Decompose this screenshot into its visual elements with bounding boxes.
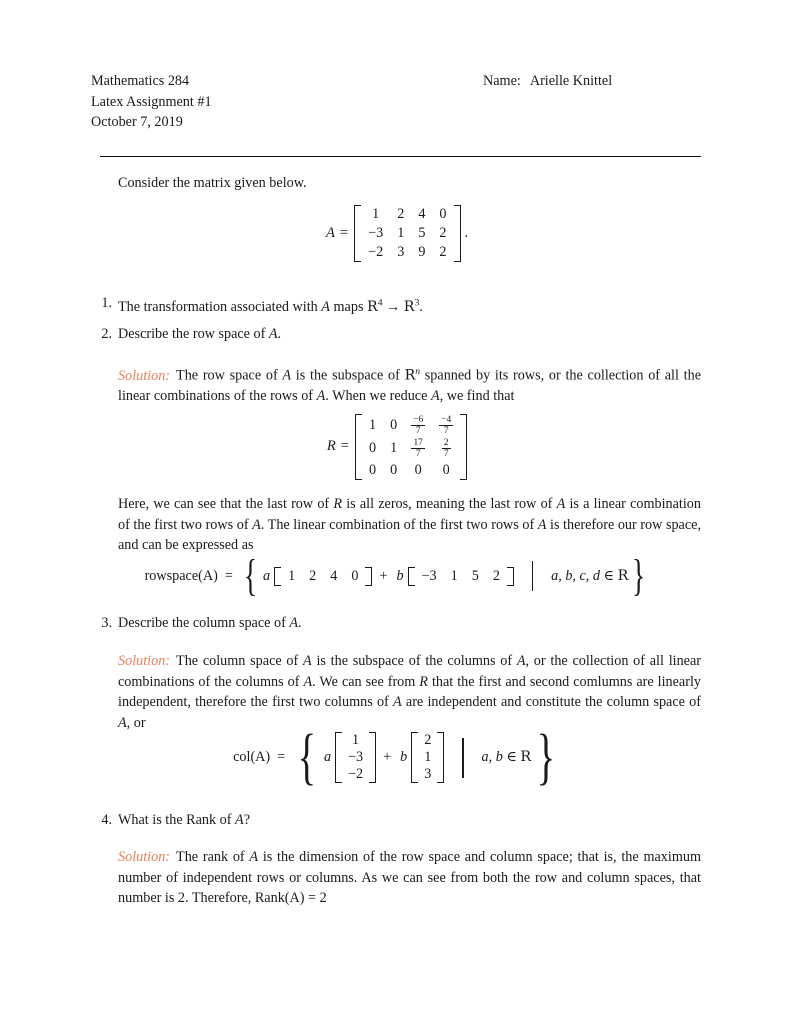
- item-4-solution: [118, 847, 701, 909]
- fraction-denominator: 7: [411, 425, 425, 436]
- matrix-row: [361, 243, 453, 262]
- s3-text-g: , or: [126, 714, 146, 731]
- s2-var2: A: [316, 388, 326, 405]
- matrix-cell: 0: [390, 417, 398, 434]
- coefficient-b: b: [400, 749, 408, 765]
- colspace-condition: [482, 749, 532, 766]
- colspace-equals: =: [277, 749, 286, 765]
- matrix-cell-fraction: [404, 414, 432, 437]
- col-vector-a: [342, 732, 369, 783]
- matrix-a-equals: =: [339, 225, 349, 241]
- s2b-var1: R: [333, 496, 343, 512]
- list-item-3: [101, 613, 701, 634]
- matrix-r-label: R: [326, 438, 336, 455]
- rowspace-equation: [0, 551, 794, 600]
- q4-text-a: What is the Rank of: [118, 812, 236, 828]
- matrix-a-equation: [0, 205, 794, 262]
- matrix-cell: 5: [418, 225, 426, 241]
- q1-domain: R: [367, 298, 378, 315]
- plus-operator: +: [379, 567, 388, 584]
- header-course: Mathematics 284: [91, 73, 190, 89]
- row-vector-b: [415, 567, 507, 586]
- vector-cell: 2: [492, 567, 500, 584]
- matrix-cell: −3: [368, 225, 384, 241]
- matrix-cell: 3: [397, 244, 405, 260]
- vector-cell: 1: [424, 749, 432, 765]
- matrix-r-equation: [0, 414, 794, 480]
- bracket-left: [354, 205, 361, 262]
- s2b-var3: A: [252, 516, 261, 533]
- s3-text-a: The column space of: [176, 653, 304, 669]
- coefficient-b: b: [396, 567, 404, 584]
- item-1-number: 1.: [101, 295, 112, 311]
- vector-cell: −2: [348, 766, 364, 782]
- fraction-denominator: 7: [443, 448, 449, 459]
- vector-cell: 1: [288, 567, 296, 584]
- col-vector-b: [418, 732, 437, 783]
- s3-text-e: that the first and second comlumns are linearly independent, therefore the first two columns of: [118, 673, 701, 710]
- s2-var1: A: [282, 367, 292, 384]
- s3-text-f: are independent and constitute the column space of: [401, 694, 701, 710]
- matrix-r-row: [327, 414, 467, 480]
- colspace-lhs: col(A): [233, 749, 271, 765]
- bracket-left: [408, 567, 415, 586]
- vector-row: [281, 567, 365, 586]
- matrix-a-row: [326, 205, 468, 262]
- s2-text-e: , we find that: [439, 388, 515, 405]
- fraction-denominator: 7: [411, 448, 424, 459]
- s2-text-a: The row space of: [176, 367, 283, 384]
- matrix-cell: 0: [369, 461, 377, 478]
- matrix-r-bracket: [355, 414, 467, 480]
- item-2-number: 2.: [101, 326, 112, 342]
- s3-text-b: is the subspace of the columns of: [311, 653, 517, 669]
- vector-cell: 1: [352, 732, 360, 748]
- open-brace: {: [243, 551, 257, 600]
- row-vector-a-bracket: [274, 567, 372, 586]
- condition-set: R: [617, 567, 629, 584]
- s2-text-d: . When we reduce: [325, 388, 431, 405]
- list-item-2: [101, 324, 701, 345]
- matrix-r-table: [362, 414, 460, 480]
- s3-var4: R: [419, 673, 428, 690]
- col-vector-b-bracket: [411, 732, 444, 783]
- q4-var: A: [235, 812, 244, 828]
- matrix-cell: 9: [418, 244, 426, 260]
- bracket-right: [365, 567, 372, 586]
- fraction-numerator: 2: [443, 437, 449, 448]
- matrix-row: [362, 414, 460, 437]
- matrix-cell: 0: [369, 440, 377, 457]
- bracket-right: [460, 414, 467, 480]
- header-date: October 7, 2019: [91, 114, 183, 130]
- s2-text-b: is the subspace of: [291, 367, 405, 384]
- s3-var6: A: [118, 714, 127, 731]
- condition-vars: a, b, c, d: [551, 567, 600, 584]
- coefficient-a: a: [323, 749, 332, 765]
- matrix-cell: 2: [397, 206, 405, 222]
- matrix-cell: 1: [397, 225, 405, 241]
- name-label: Name:: [483, 73, 521, 89]
- vector-cell: 2: [424, 732, 432, 748]
- q1-text-a: The transformation associated with: [118, 298, 322, 315]
- q2-var: A: [268, 326, 278, 342]
- vector-cell: 2: [309, 567, 317, 584]
- item-2-solution-p2: [118, 494, 701, 556]
- q1-codomain-exp: 3: [414, 297, 420, 308]
- bracket-right: [454, 205, 461, 262]
- header-name-block: [483, 71, 612, 92]
- matrix-cell: 0: [414, 461, 422, 478]
- vector-row: [342, 766, 369, 783]
- vector-row: [342, 749, 369, 766]
- vector-cell: 1: [450, 567, 458, 584]
- matrix-a-period: .: [464, 225, 469, 241]
- matrix-cell: 1: [390, 440, 398, 457]
- q1-domain-exp: 4: [377, 297, 383, 308]
- item-4-number: 4.: [101, 812, 112, 828]
- bracket-left: [335, 732, 342, 783]
- list-item-4: [101, 810, 701, 831]
- fraction-numerator: 17: [413, 437, 423, 448]
- s2b-text-e: is therefore our row space, and can be expressed as: [118, 516, 701, 553]
- matrix-cell: 1: [369, 417, 377, 434]
- item-3-question: [118, 615, 302, 631]
- matrix-cell: 0: [390, 461, 398, 478]
- s4-text-b: is the dimension of the row space and column space; that is, the maximum number of independent rows or columns. As we can see from both the row and column spaces, that number is 2. Therefore, Rank(A) = 2: [118, 849, 701, 906]
- matrix-cell: 4: [418, 206, 426, 222]
- rowspace-equals: =: [224, 567, 233, 584]
- vector-row: [418, 749, 437, 766]
- matrix-row: [362, 437, 460, 460]
- solution-label: Solution:: [118, 849, 171, 865]
- s2b-text-c: is a linear combination of the first two rows of: [118, 496, 701, 533]
- solution-label: Solution:: [118, 367, 171, 384]
- vector-row: [415, 567, 507, 586]
- s2b-text-a: Here, we can see that the last row of: [118, 496, 334, 512]
- fraction-numerator: −6: [413, 414, 424, 425]
- vector-cell: −3: [421, 567, 437, 584]
- s2-text-c: spanned by its rows, or the collection of all the linear combinations of the rows of: [118, 367, 701, 405]
- row-vector-a: [281, 567, 365, 586]
- matrix-row: [361, 205, 453, 224]
- q2-text-a: Describe the row space of: [118, 326, 269, 342]
- q1-codomain: R: [403, 298, 415, 315]
- intro-text: Consider the matrix given below.: [118, 175, 307, 191]
- matrix-cell: 2: [439, 225, 447, 241]
- header-assignment: Latex Assignment #1: [91, 93, 212, 110]
- list-item-1: [101, 293, 701, 317]
- matrix-cell-fraction: [404, 437, 432, 460]
- matrix-a-label: A: [325, 225, 335, 241]
- s2-rn-exp: n: [415, 366, 421, 377]
- q4-text-b: ?: [243, 812, 251, 828]
- coefficient-a: a: [262, 567, 271, 584]
- q1-text-b: maps: [329, 298, 368, 315]
- row-vector-b-bracket: [408, 567, 514, 586]
- vector-cell: −3: [348, 749, 364, 765]
- document-header: [91, 71, 703, 133]
- s2-var3: A: [430, 388, 440, 405]
- plus-operator: +: [383, 749, 392, 765]
- q3-text-b: .: [298, 615, 302, 631]
- matrix-a-bracket: [354, 205, 460, 262]
- matrix-cell: 0: [442, 461, 450, 478]
- item-3-solution: [118, 651, 701, 733]
- matrix-row: [361, 224, 453, 243]
- rowspace-expression: [144, 551, 650, 600]
- s3-text-c: , or the collection of all linear combinations of the columns of: [118, 653, 701, 690]
- q1-text-c: .: [419, 298, 423, 315]
- matrix-cell: 1: [372, 206, 380, 222]
- close-brace: }: [632, 551, 646, 600]
- fraction-numerator: −4: [441, 414, 452, 425]
- name-value: Arielle Knittel: [529, 73, 613, 89]
- q3-var: A: [289, 615, 299, 631]
- solution-label: Solution:: [118, 653, 171, 669]
- vector-row: [342, 732, 369, 749]
- matrix-r-equals: =: [340, 438, 349, 455]
- vector-cell: 0: [351, 567, 359, 584]
- s2b-var2: A: [556, 496, 566, 512]
- condition-in: ∈: [502, 749, 521, 765]
- bracket-left: [411, 732, 418, 783]
- bracket-right: [437, 732, 444, 783]
- item-4-question: [118, 812, 250, 828]
- s2b-text-b: is all zeros, meaning the last row of: [342, 496, 557, 512]
- s4-text-a: The rank of: [176, 849, 250, 865]
- s4-var1: A: [249, 849, 259, 865]
- s2b-text-d: . The linear combination of the first two rows of: [260, 516, 538, 533]
- matrix-cell: 2: [439, 244, 447, 260]
- s2-rn: R: [404, 367, 416, 384]
- bracket-right: [507, 567, 514, 586]
- close-brace: }: [536, 722, 556, 791]
- open-brace: {: [297, 722, 317, 791]
- vector-cell: 5: [471, 567, 479, 584]
- condition-vars: a, b: [481, 749, 503, 765]
- colspace-expression: [233, 722, 561, 791]
- set-divider-bar: [462, 738, 463, 778]
- set-divider-bar: [532, 561, 533, 591]
- matrix-cell: 0: [439, 206, 447, 222]
- s2b-var4: A: [537, 516, 547, 533]
- s3-var2: A: [516, 653, 526, 669]
- fraction-denominator: 7: [439, 425, 453, 436]
- q1-var: A: [321, 298, 330, 315]
- item-3-number: 3.: [101, 615, 112, 631]
- condition-in: ∈: [600, 567, 618, 584]
- matrix-cell-fraction: [432, 414, 460, 437]
- col-vector-a-bracket: [335, 732, 376, 783]
- vector-row: [418, 766, 437, 783]
- rowspace-lhs: rowspace(A): [144, 567, 218, 584]
- bracket-left: [274, 567, 281, 586]
- s3-text-d: . We can see from: [312, 673, 420, 690]
- bracket-right: [369, 732, 376, 783]
- vector-cell: 3: [424, 766, 432, 782]
- matrix-cell: −2: [368, 244, 384, 260]
- matrix-a-table: [361, 205, 453, 262]
- header-divider-rule: [100, 156, 701, 157]
- q2-text-b: .: [277, 326, 282, 342]
- matrix-cell-fraction: [432, 437, 460, 460]
- condition-set: R: [520, 749, 532, 765]
- item-2-question: [118, 326, 281, 342]
- s3-var1: A: [303, 653, 312, 669]
- matrix-row: [362, 461, 460, 480]
- s3-var5: A: [393, 694, 402, 710]
- rowspace-condition: [551, 568, 628, 585]
- vector-cell: 4: [330, 567, 338, 584]
- bracket-left: [355, 414, 362, 480]
- q1-arrow: →: [382, 298, 404, 315]
- vector-row: [418, 732, 437, 749]
- item-2-solution-p1: [118, 362, 701, 407]
- q3-text-a: Describe the column space of: [118, 615, 290, 631]
- s3-var3: A: [303, 673, 313, 690]
- item-1-question: [118, 299, 423, 315]
